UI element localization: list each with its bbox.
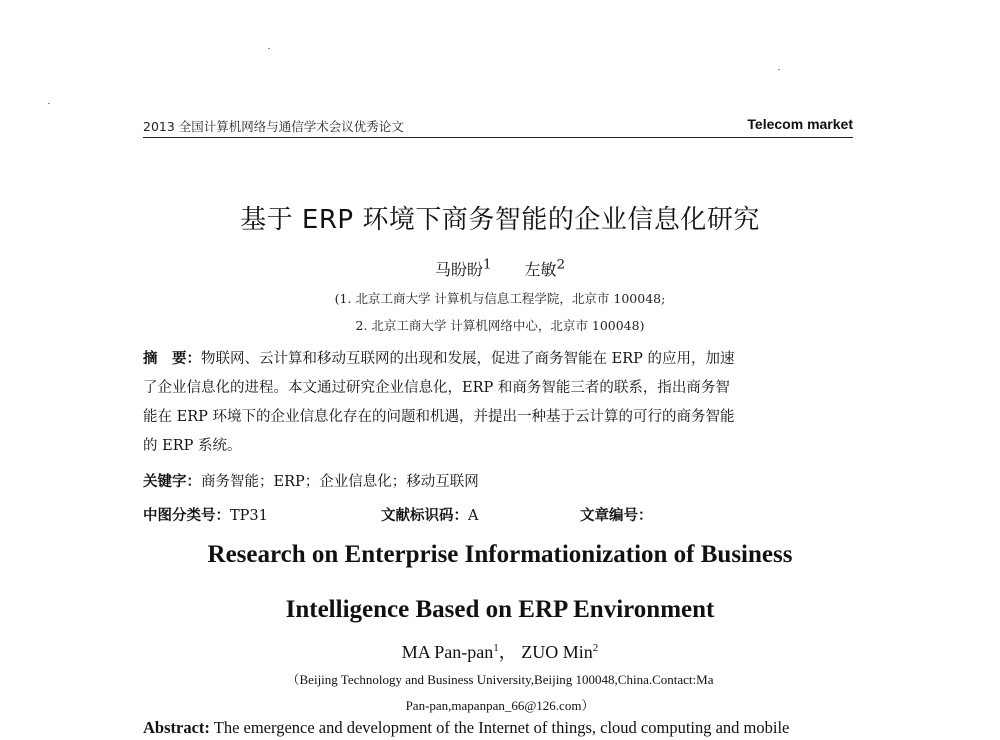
keywords-value: 商务智能；ERP；企业信息化；移动互联网: [201, 474, 479, 490]
affiliation-cn-2: 2. 北京工商大学 计算机网络中心，北京市 100048): [355, 318, 645, 333]
abstract-chinese: [143, 345, 855, 461]
abstract-cn-line: 能在 ERP 环境下的企业信息化存在的问题和机遇，并提出一种基于云计算的可行的商务智能: [143, 409, 735, 425]
abstract-cn-label: 摘 要：: [143, 351, 201, 367]
author-en: MA Pan-pan$^1$，: [401, 642, 517, 662]
classification-row: [143, 504, 855, 524]
header-conference: 2013 全国计算机网络与通信学术会议优秀论文: [143, 119, 404, 134]
abstract-en-text: The emergence and development of the Internet of things, cloud computing and mobile: [213, 718, 790, 737]
keywords-label: 关键字：: [143, 474, 201, 490]
running-header: [143, 115, 853, 138]
title-english-line-2: Intelligence Based on ERP Environment: [285, 596, 715, 623]
title-chinese: 基于 ERP 环境下商务智能的企业信息化研究: [240, 205, 760, 235]
clc-number: 中图分类号：TP31: [143, 508, 268, 524]
title-english-line-1: Research on Enterprise Informationization of Business: [207, 541, 793, 568]
abstract-english: [143, 718, 855, 738]
author-cn: 马盼盼$^1$: [434, 257, 492, 279]
abstract-cn-line: 的 ERP 系统。: [143, 438, 242, 454]
affiliation-cn-1: (1. 北京工商大学 计算机与信息工程学院，北京市 100048;: [334, 291, 666, 306]
header-journal: Telecom market: [747, 116, 853, 132]
affiliation-en-1: （Beijing Technology and Business University,Beijing 100048,China.Contact:Ma: [286, 672, 714, 687]
author-en: ZUO Min$^2$: [521, 642, 599, 662]
document-code: 文献标识码：A: [381, 508, 479, 524]
author-cn: 左敏$^2$: [524, 257, 566, 279]
abstract-cn-line: 了企业信息化的进程。本文通过研究企业信息化，ERP 和商务智能三者的联系，指出商务智: [143, 380, 730, 396]
scan-speck: [268, 48, 270, 49]
abstract-cn-line: 摘 要：物联网、云计算和移动互联网的出现和发展，促进了商务智能在 ERP 的应用，加速: [143, 351, 735, 367]
keywords-chinese: [143, 470, 855, 491]
affiliation-en-2: Pan-pan,mapanpan_66@126.com）: [405, 698, 595, 713]
authors-english: [0, 638, 1000, 664]
scan-speck: [48, 103, 50, 104]
scan-speck: [778, 69, 780, 70]
authors-chinese: [0, 257, 1000, 280]
abstract-en-label: Abstract:: [143, 718, 210, 737]
article-number: 文章编号：: [580, 508, 653, 524]
